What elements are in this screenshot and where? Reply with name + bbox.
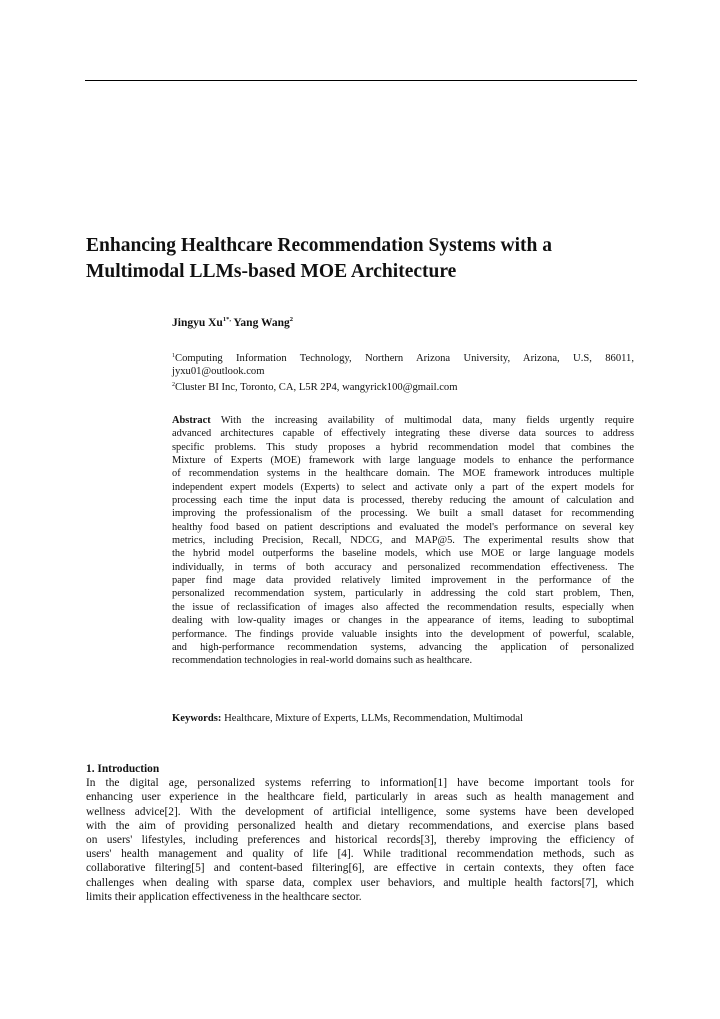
paragraph-line: In the digital age, personalized systems referring to information[1] have become important tools for (86, 777, 634, 790)
paragraph-line: on users' lifestyles, including preferences and historical records[3], thereby improving the efficiency of (86, 833, 634, 846)
abstract-text: personalized recommendation system, particularly in addressing the cold start problem, Then, (172, 588, 634, 600)
abstract-line (172, 521, 634, 534)
abstract-line (172, 507, 634, 520)
abstract-line (172, 587, 634, 600)
affiliation-mark: 2 (172, 381, 175, 388)
author-affiliation-mark: 1*, (222, 316, 231, 323)
abstract-text: processing each time the input data is processed, thereby reducing the amount of calculation and (172, 495, 634, 507)
abstract-line (172, 561, 634, 574)
abstract-text: the issue of reclassification of images also affected the recommendation results, especially when (172, 601, 634, 613)
title-line: Multimodal LLMs-based MOE Architecture (86, 261, 457, 282)
abstract-line (172, 601, 634, 614)
keywords-label: Keywords: (172, 713, 222, 724)
abstract-line (172, 534, 634, 547)
affiliation-line (172, 350, 634, 365)
abstract-label: Abstract (172, 415, 211, 426)
abstract-text: independent expert models (Experts) to select and activate only a part of the expert models for (172, 481, 634, 493)
author-name: Jingyu Xu (172, 317, 223, 329)
abstract-text: advanced architectures capable of effectively integrating these diverse data sources to address (172, 428, 634, 440)
affiliations (172, 350, 634, 394)
abstract-line (172, 481, 634, 494)
keywords (172, 713, 523, 724)
affiliation-email: jyxu01@outlook.com (172, 366, 265, 378)
abstract-text: improving the professionalism of the processing. We built a small dataset for recommending (172, 508, 634, 520)
paragraph-line: with the aim of providing personalized health and dietary recommendations, and exercise plans based (86, 819, 634, 832)
abstract-line (172, 414, 634, 427)
author-list (172, 316, 293, 329)
abstract-text: individually, in terms of both accuracy and personalized recommendation effectiveness. The (172, 561, 634, 573)
abstract-text: With the increasing availability of multimodal data, many fields urgently require (220, 415, 634, 426)
section-body (86, 776, 634, 904)
keywords-text: Healthcare, Mixture of Experts, LLMs, Recommendation, Multimodal (224, 713, 523, 724)
abstract-text: of recommendation systems in the healthcare domain. The MOE framework introduces multiple (172, 468, 634, 480)
abstract-text: the hybrid model outperforms the baseline models, which use MOE or large language models (172, 548, 634, 560)
abstract-line (172, 467, 634, 480)
paragraph-line: challenges when dealing with sparse data, complex user behaviors, and multiple health factors[7], which (86, 876, 634, 889)
abstract-text: paper find mage data provided relatively limited improvement in the performance of the (172, 575, 634, 587)
abstract-line (172, 628, 634, 641)
abstract (172, 414, 634, 668)
affiliation-mark: 1 (172, 353, 175, 359)
title-line: Enhancing Healthcare Recommendation Systems with a (86, 235, 553, 256)
affiliation-text: Computing Information Technology, Northern Arizona University, Arizona, U.S, 86011, (175, 353, 634, 364)
abstract-text: specific problems. This study proposes a hybrid recommendation model that combines the (172, 441, 634, 453)
affiliation-line (172, 379, 634, 394)
author-name: Yang Wang (233, 317, 290, 329)
header-rule (85, 80, 637, 81)
paragraph-line: enhancing user experience in the healthcare field, particularly in areas such as health management and (86, 791, 634, 804)
abstract-text: metrics, including Precision, Recall, NDCG, and MAP@5. The experimental results show that (172, 535, 634, 547)
abstract-line (172, 454, 634, 467)
abstract-text: performance. The findings provide valuable insights into the development of powerful, scalable, (172, 628, 634, 640)
paragraph-line: wellness advice[2]. With the development of artificial intelligence, some systems have been developed (86, 805, 634, 818)
abstract-line (172, 441, 634, 454)
abstract-text: healthy food based on patient descriptions and evaluated the model's performance on several key (172, 521, 634, 533)
introduction-section (86, 762, 634, 904)
section-heading: 1. Introduction (86, 763, 160, 775)
affiliation-text: Cluster BI Inc, Toronto, CA, L5R 2P4, wangyrick100@gmail.com (175, 381, 458, 393)
abstract-line (172, 494, 634, 507)
abstract-line (172, 427, 634, 440)
abstract-line (172, 547, 634, 560)
abstract-text: recommendation technologies in real-world domains such as healthcare. (172, 655, 473, 667)
paragraph-line: users' health management and quality of life [4]. While traditional recommendation methods, such as (86, 848, 634, 861)
abstract-line (172, 614, 634, 627)
abstract-text: and high-performance recommendation systems, advancing the application of personalized (172, 641, 634, 653)
abstract-text: dealing with low-quality images or changes in the appearance of items, leading to suboptimal (172, 615, 634, 627)
abstract-line (172, 654, 634, 667)
paragraph-line: limits their application effectiveness in the healthcare sector. (86, 890, 362, 903)
abstract-text: Mixture of Experts (MOE) framework with large language models to enhance the performance (172, 455, 634, 467)
paper-title (86, 233, 646, 285)
abstract-line (172, 641, 634, 654)
abstract-line (172, 574, 634, 587)
paragraph-line: collaborative filtering[5] and content-based filtering[6], are effective in certain contexts, they often face (86, 862, 634, 875)
author-affiliation-mark: 2 (289, 316, 293, 323)
